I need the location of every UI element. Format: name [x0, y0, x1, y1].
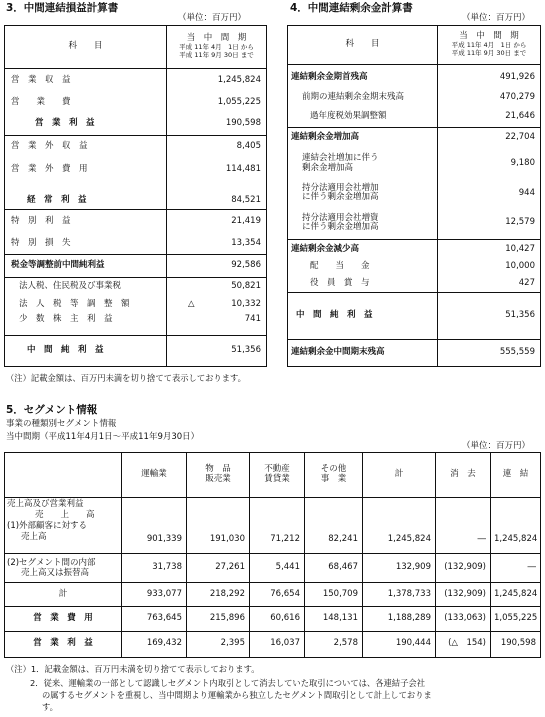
- note-1: （注）記載金額は、百万円未満を切り捨てて表示しております。: [6, 373, 246, 383]
- seg-row-external-label: 売上高及び営業利益 売 上 高 (1)外部顧客に対する 売上高: [5, 497, 122, 554]
- seg-cell: 190,444: [363, 631, 436, 657]
- seg-cell: (132,909): [436, 582, 491, 606]
- note-2-2a: 2．従来、運輸業の一部として認識しセグメント内取引として消去していた取引については、各連結子会社: [30, 678, 425, 688]
- seg-cell: 2,578: [305, 631, 363, 657]
- seg-header-corner: [5, 453, 122, 498]
- seg-cell: 132,909: [363, 554, 436, 582]
- re-row-label: 連結剰余金減少高: [291, 243, 360, 254]
- seg-cell: ―: [436, 497, 491, 554]
- re-row-label: 中 間 純 利 益: [296, 310, 373, 321]
- pl-row-label: 中 間 純 利 益: [27, 345, 104, 356]
- seg-cell: (132,909): [436, 554, 491, 582]
- seg-cell: 169,432: [122, 631, 187, 657]
- seg-header-elim: 消 去: [436, 453, 491, 498]
- pl-row-value: 1,245,824: [167, 68, 267, 92]
- re-row-label: 役 員 賞 与: [310, 277, 370, 288]
- pl-row-value: 114,481: [167, 159, 267, 180]
- seg-cell: 16,037: [250, 631, 305, 657]
- seg-cell: (△ 154): [436, 631, 491, 657]
- re-row-value: 22,704: [438, 128, 541, 148]
- re-row-value: 51,356: [438, 293, 541, 340]
- seg-cell: 82,241: [305, 497, 363, 554]
- re-row-value: 10,000: [438, 259, 541, 275]
- seg-header-other: その他 事 業: [305, 453, 363, 498]
- pl-row-value: 8,405: [167, 135, 267, 159]
- re-row-label: 持分法適用会社増加 に伴う剰余金増加高: [302, 182, 379, 203]
- seg-sub2: 当中間期（平成11年4月1日～平成11年9月30日）: [6, 432, 200, 442]
- seg-header-consol: 連 結: [491, 453, 541, 498]
- pl-table: [4, 25, 267, 367]
- seg-cell: 190,598: [491, 631, 541, 657]
- seg-row-profit-label: 営 業 利 益: [5, 631, 122, 657]
- re-row-value: 470,279: [438, 90, 541, 106]
- seg-cell: 1,245,824: [363, 497, 436, 554]
- seg-heading: 5．セグメント情報: [6, 404, 98, 416]
- pl-unit: （単位：百万円）: [178, 13, 247, 23]
- re-table: [287, 25, 541, 367]
- pl-col-period: 当 中 間 期 平成 11年 4月 1日 から 平成 11年 9月 30日 まで: [167, 26, 267, 69]
- re-row-label: 前期の連結剰余金期末残高: [302, 92, 405, 103]
- pl-row-value: 13,354: [167, 233, 267, 254]
- seg-cell: 2,395: [187, 631, 250, 657]
- re-heading: 4．中間連結剰余金計算書: [290, 2, 413, 14]
- seg-cell: 218,292: [187, 582, 250, 606]
- re-row-value: 491,926: [438, 64, 541, 90]
- re-row-value: 427: [438, 275, 541, 292]
- pl-row-label: 法 人 税 等 調 整 額: [19, 299, 130, 310]
- note-2-1: （注）1．記載金額は、百万円未満を切り捨てて表示しております。: [6, 664, 260, 674]
- seg-cell: 901,339: [122, 497, 187, 554]
- pl-row-value: 1,055,225: [167, 92, 267, 113]
- pl-row-label: 営 業 収 益: [11, 74, 71, 85]
- seg-cell: 1,245,824: [491, 497, 541, 554]
- pl-row-value: 84,521: [167, 180, 267, 209]
- seg-cell: 27,261: [187, 554, 250, 582]
- pl-row-label: 営 業 利 益: [35, 118, 95, 129]
- seg-header-total: 計: [363, 453, 436, 498]
- seg-cell: 191,030: [187, 497, 250, 554]
- seg-cell: 1,245,824: [491, 582, 541, 606]
- re-col-item: 科 目: [345, 39, 380, 50]
- re-row-label: 連結剰余金期首残高: [291, 71, 368, 82]
- re-row-label: 連結剰余金中間期末残高: [291, 347, 385, 358]
- re-row-label: 過年度税効果調整額: [310, 110, 387, 121]
- seg-unit: （単位：百万円）: [462, 441, 531, 451]
- re-row-value: 944: [438, 179, 541, 208]
- seg-header-merch: 物 品 販売業: [187, 453, 250, 498]
- pl-heading: 3．中間連結損益計算書: [6, 2, 119, 14]
- seg-cell: 933,077: [122, 582, 187, 606]
- segment-table: [4, 452, 541, 658]
- seg-cell: 60,616: [250, 607, 305, 631]
- seg-header-transport: 運輸業: [122, 453, 187, 498]
- seg-cell: 1,188,289: [363, 607, 436, 631]
- seg-cell: 150,709: [305, 582, 363, 606]
- seg-cell: ―: [491, 554, 541, 582]
- seg-cell: 763,645: [122, 607, 187, 631]
- pl-row-label: 少 数 株 主 利 益: [19, 314, 113, 325]
- pl-row-value: △ 10,332: [167, 296, 267, 313]
- pl-row-value: 92,586: [167, 255, 267, 278]
- seg-cell: 1,055,225: [491, 607, 541, 631]
- seg-cell: 148,131: [305, 607, 363, 631]
- seg-sub1: 事業の種類別セグメント情報: [6, 419, 117, 429]
- seg-cell: 1,378,733: [363, 582, 436, 606]
- seg-header-realestate: 不動産 賃貸業: [250, 453, 305, 498]
- seg-cell: 76,654: [250, 582, 305, 606]
- seg-cell: 68,467: [305, 554, 363, 582]
- seg-row-opex-label: 営 業 費 用: [5, 607, 122, 631]
- re-row-value: 10,427: [438, 239, 541, 258]
- pl-row-label: 税金等調整前中間純利益: [11, 260, 105, 271]
- seg-cell: 71,212: [250, 497, 305, 554]
- re-unit: （単位：百万円）: [462, 13, 531, 23]
- pl-row-label: 法人税、住民税及び事業税: [19, 281, 122, 292]
- seg-cell: 215,896: [187, 607, 250, 631]
- re-row-label: 連結会社増加に伴う 剰余金増加高: [302, 152, 379, 173]
- pl-row-value: 741: [167, 313, 267, 336]
- pl-row-value: 21,419: [167, 210, 267, 234]
- pl-row-value: 51,356: [167, 336, 267, 367]
- pl-row-label: 営 業 外 費 用: [11, 163, 88, 174]
- note-2-2b: の属するセグメントを重視し、当中間期より運輸業から独立したセグメント間取引として計上しておりま: [42, 690, 432, 700]
- seg-cell: 31,738: [122, 554, 187, 582]
- seg-row-internal-label: (2)セグメント間の内部 売上高又は振替高: [5, 554, 122, 582]
- pl-row-label: 営 業 費: [11, 96, 71, 107]
- re-row-value: 21,646: [438, 106, 541, 128]
- seg-cell: 5,441: [250, 554, 305, 582]
- re-row-value: 9,180: [438, 148, 541, 179]
- re-row-label: 持分法適用会社増資 に伴う剰余金増加高: [302, 212, 379, 233]
- seg-cell: (133,063): [436, 607, 491, 631]
- pl-row-label: 経 常 利 益: [27, 195, 87, 206]
- re-row-value: 555,559: [438, 340, 541, 367]
- pl-row-label: 特 別 損 失: [11, 237, 71, 248]
- pl-row-label: 特 別 利 益: [11, 215, 71, 226]
- re-row-label: 配 当 金: [310, 261, 370, 272]
- seg-row-sum-label: 計: [5, 582, 122, 606]
- pl-row-value: 190,598: [167, 114, 267, 135]
- pl-col-item: 科 目: [68, 41, 103, 52]
- pl-row-label: 営 業 外 収 益: [11, 141, 88, 152]
- re-col-period: 当 中 間 期 平成 11年 4月 1日 から 平成 11年 9月 30日 まで: [438, 26, 541, 65]
- re-row-label: 連結剰余金増加高: [291, 132, 360, 143]
- re-row-value: 12,579: [438, 208, 541, 240]
- note-2-2c: す。: [42, 702, 58, 712]
- pl-row-value: 50,821: [167, 277, 267, 296]
